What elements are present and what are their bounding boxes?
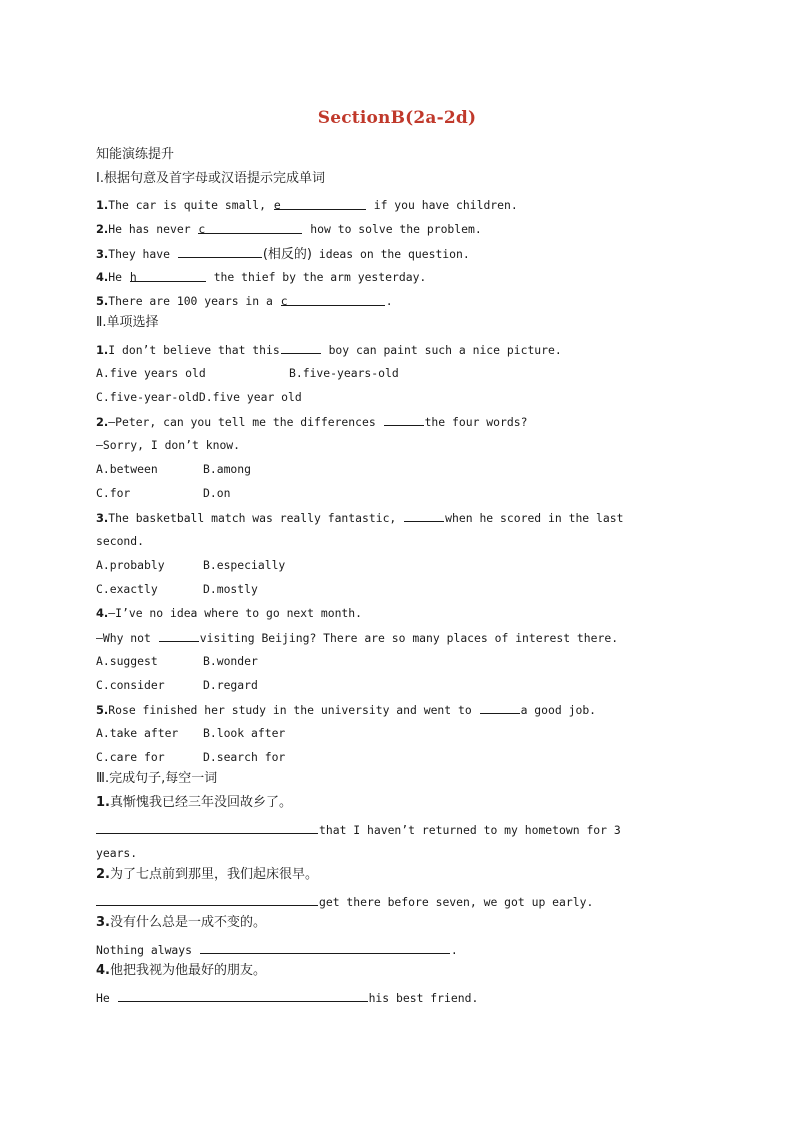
part2-q2-option-b[interactable]: B.among <box>203 462 252 476</box>
part2-q4-option-b[interactable]: B.wonder <box>203 654 258 668</box>
part2-q2-option-c[interactable]: C.for <box>96 486 131 500</box>
part2-heading: Ⅱ.单项选择 <box>96 315 159 330</box>
part2-q2-option-d[interactable]: D.on <box>203 486 231 500</box>
answer-blank[interactable]: e <box>274 196 366 210</box>
part1-item-3: 3.They have (相反的) ideas on the question. <box>96 244 644 264</box>
part2-q3-cont: second. <box>96 534 145 548</box>
part2-q5-option-c[interactable]: C.care for <box>96 750 165 764</box>
answer-blank[interactable]: c <box>281 292 385 306</box>
answer-blank[interactable] <box>480 700 520 714</box>
answer-blank[interactable]: c <box>198 220 302 234</box>
part2-q5-option-b[interactable]: B.look after <box>203 726 286 740</box>
part2-q1: 1.I don’t believe that this boy can paint such a nice picture. <box>96 340 644 359</box>
part2-q3: 3.The basketball match was really fantastic, when he scored in the last <box>96 508 644 527</box>
answer-blank[interactable] <box>404 508 444 522</box>
part2-q5-option-d[interactable]: D.search for <box>203 750 286 764</box>
part2-q3-option-d[interactable]: D.mostly <box>203 582 258 596</box>
part1-item-1: 1.The car is quite small, e if you have children. <box>96 198 518 212</box>
part2-q5-option-a[interactable]: A.take after <box>96 726 179 740</box>
option-a[interactable]: A.five years old <box>96 366 206 380</box>
part1-item-4: 4.He h the thief by the arm yesterday. <box>96 270 427 284</box>
part2-q2-option-a[interactable]: A.between <box>96 462 158 476</box>
answer-blank[interactable] <box>178 244 262 258</box>
part2-q2: 2.—Peter, can you tell me the differences the four words? <box>96 412 644 431</box>
answer-blank[interactable] <box>96 892 318 906</box>
part3-item-2-en: get there before seven, we got up early. <box>96 892 644 911</box>
part2-q4-option-d[interactable]: D.regard <box>203 678 258 692</box>
section-header: 知能演练提升 <box>96 147 175 162</box>
part2-q3-option-a[interactable]: A.probably <box>96 558 165 572</box>
answer-blank[interactable] <box>159 628 199 642</box>
page-title: SectionB(2a-2d) <box>317 108 477 128</box>
part3-heading: Ⅲ.完成句子,每空一词 <box>96 771 218 786</box>
part2-q4-option-a[interactable]: A.suggest <box>96 654 158 668</box>
part2-q2-reply: —Sorry, I don’t know. <box>96 438 241 452</box>
part3-item-1-cn: 1.真惭愧我已经三年没回故乡了。 <box>96 795 292 810</box>
part3-item-4-cn: 4.他把我视为他最好的朋友。 <box>96 963 266 978</box>
part2-q1-option-b[interactable]: B.five-years-old <box>289 366 399 380</box>
part2-q4: 4.—I’ve no idea where to go next month. <box>96 606 363 620</box>
part2-q1-options-cd <box>96 388 644 406</box>
part2-q5: 5.Rose finished her study in the university and went to a good job. <box>96 700 644 719</box>
answer-blank[interactable] <box>118 988 368 1002</box>
part3-item-2-cn: 2.为了七点前到那里，我们起床很早。 <box>96 867 318 882</box>
part3-item-1-cont: years. <box>96 846 138 860</box>
part3-item-3-cn: 3.没有什么总是一成不变的。 <box>96 915 266 930</box>
answer-blank[interactable] <box>384 412 424 426</box>
answer-blank[interactable] <box>281 340 321 354</box>
part1-heading: Ⅰ.根据句意及首字母或汉语提示完成单词 <box>96 171 325 186</box>
option-c[interactable]: C.five-year-old <box>96 390 199 404</box>
part1-item-2: 2.He has never c how to solve the problem. <box>96 222 482 236</box>
part2-q3-option-c[interactable]: C.exactly <box>96 582 158 596</box>
answer-blank[interactable] <box>200 940 450 954</box>
part3-item-4-en: He his best friend. <box>96 988 644 1007</box>
part1-item-5: 5.There are 100 years in a c . <box>96 294 393 308</box>
part2-q3-option-b[interactable]: B.especially <box>203 558 286 572</box>
part3-item-3-en: Nothing always . <box>96 940 644 959</box>
part2-q4-reply: —Why not visiting Beijing? There are so many places of interest there. <box>96 628 644 647</box>
part2-q4-option-c[interactable]: C.consider <box>96 678 165 692</box>
answer-blank[interactable] <box>96 820 318 834</box>
part3-item-1-en: that I haven’t returned to my hometown for 3 <box>96 820 644 839</box>
option-d[interactable]: D.five year old <box>198 390 302 404</box>
answer-blank[interactable]: h <box>130 268 206 282</box>
